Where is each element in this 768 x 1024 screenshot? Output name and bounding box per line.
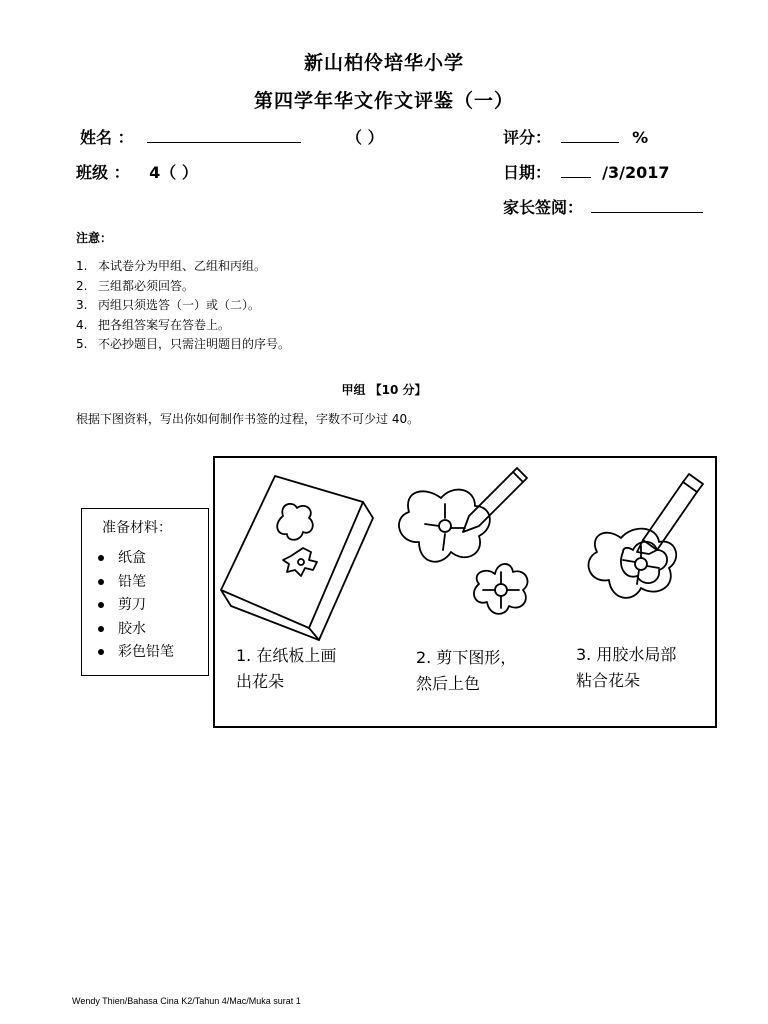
material-item: 纸盒 (98, 547, 174, 571)
class-value: 4（ ） (149, 163, 198, 182)
date-blank (561, 161, 591, 178)
note-item: 2. 三组都必须回答。 (76, 278, 195, 293)
score-label: 评分： (503, 128, 552, 147)
notes-title: 注意： (76, 231, 113, 245)
step-3-caption: 3. 用胶水局部 粘合花朵 (576, 645, 677, 690)
flower-pencil-icon (399, 468, 528, 614)
material-item: 铅笔 (98, 571, 174, 595)
materials-title: 准备材料： (102, 520, 172, 536)
name-blank (147, 126, 301, 143)
exam-title: 第四学年华文作文评鉴（一） (253, 90, 514, 112)
score-blank (561, 126, 619, 143)
note-item: 4. 把各组答案写在答卷上。 (76, 317, 231, 332)
note-item: 5. 不必抄题目，只需注明题目的序号。 (76, 337, 291, 351)
parent-field (503, 195, 703, 218)
name-paren: （ ） (346, 128, 384, 147)
material-item: 胶水 (98, 618, 174, 642)
class-label: 班级 ： (76, 163, 130, 182)
note-item: 1. 本试卷分为甲组、乙组和丙组。 (76, 259, 267, 273)
materials-list (98, 547, 174, 665)
notes-list (76, 257, 290, 355)
name-field (80, 125, 301, 148)
name-label: 姓名 ： (80, 128, 134, 147)
parent-label: 家长签阅： (503, 198, 584, 217)
cardboard-icon (221, 476, 373, 640)
glue-flower-icon (588, 474, 703, 598)
step-2-caption: 2. 剪下图形， 然后上色 (416, 648, 517, 693)
materials-box (81, 508, 209, 676)
section-a-title: 甲组 【10 分】 (341, 383, 427, 397)
class-field (76, 160, 198, 183)
material-item: 剪刀 (98, 594, 174, 618)
date-value: /3/2017 (602, 163, 670, 182)
school-name: 新山柏伶培华小学 (303, 52, 464, 74)
date-field (503, 160, 670, 183)
date-label: 日期： (503, 163, 552, 182)
note-item: 3. 丙组只须选答（一）或（二）。 (76, 298, 261, 312)
parent-blank (591, 196, 703, 213)
material-item: 彩色铅笔 (98, 641, 174, 665)
section-a-instruction: 根据下图资料，写出你如何制作书签的过程，字数不可少过 40。 (76, 412, 420, 426)
score-field (503, 125, 648, 148)
score-unit: % (632, 128, 649, 147)
page-footer: Wendy Thien/Bahasa Cina K2/Tahun 4/Mac/Muka surat 1 (72, 996, 301, 1006)
step-1-caption: 1. 在纸板上画 出花朵 (236, 646, 337, 691)
